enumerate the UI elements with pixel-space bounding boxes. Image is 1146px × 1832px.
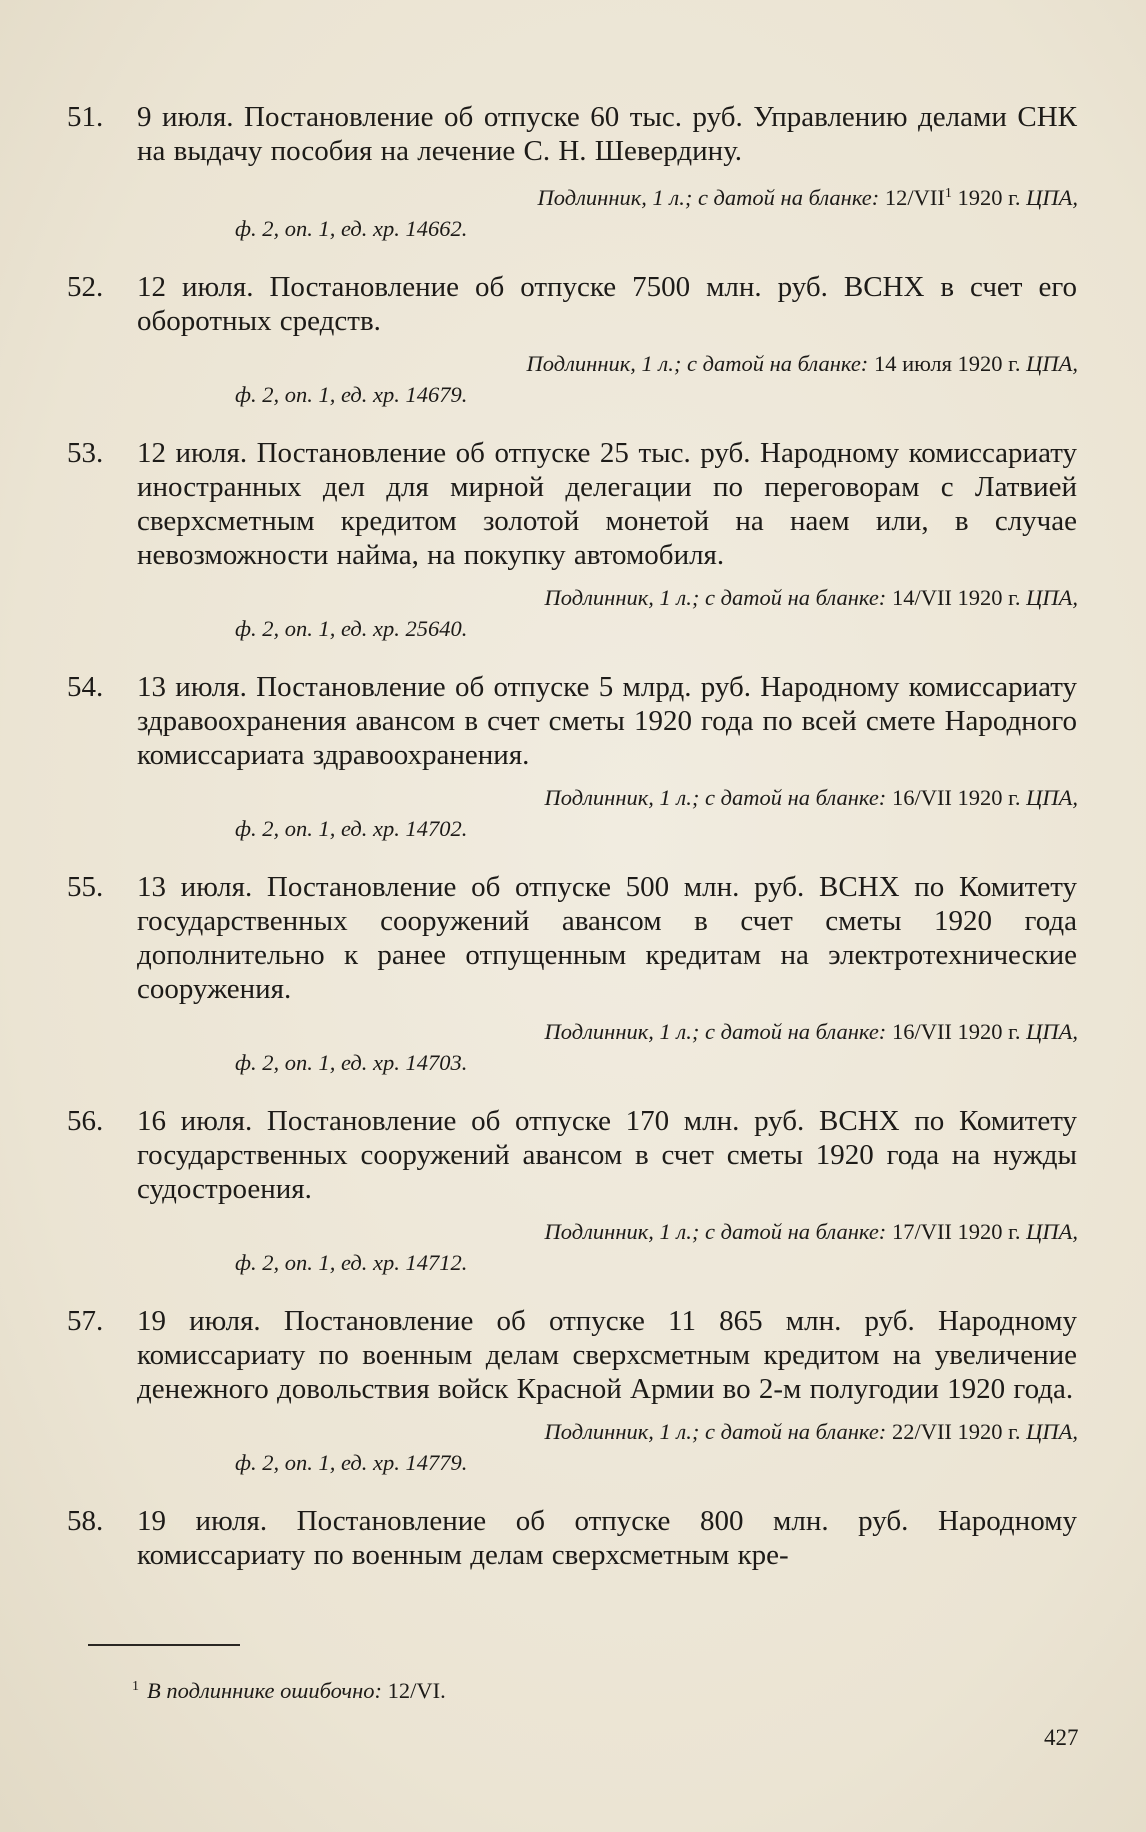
entry-source (235, 782, 1078, 844)
entry-57 (0, 1304, 1146, 1478)
entry-text: 9 июля. Постановление об отпуске 60 тыс. руб. Управлению делами СНК на выдачу пособия на лечение С. Н. Шевердину. (137, 101, 1077, 167)
source-date: 14/VII 1920 г. (891, 585, 1021, 610)
footnote (132, 1672, 446, 1706)
page-number: 427 (1044, 1725, 1079, 1750)
footnote-label: В подлиннике ошибочно: (147, 1678, 382, 1703)
source-date: 14 июля 1920 г. (873, 351, 1021, 376)
footnote-value: 12/VI. (387, 1678, 446, 1703)
source-date: 17/VII 1920 г. (891, 1219, 1021, 1244)
source-label: Подлинник, 1 л.; с датой на бланке: (544, 1219, 887, 1244)
entry-54 (0, 670, 1146, 844)
footnote-ref: 1 (944, 186, 952, 201)
archive-ref: ф. 2, оп. 1, ед. хр. 25640. (235, 616, 468, 641)
archive-ref: ф. 2, оп. 1, ед. хр. 14702. (235, 816, 468, 841)
entry-number: 52. (67, 271, 104, 303)
archive-name: ЦПА, (1026, 785, 1078, 810)
archive-name: ЦПА, (1026, 585, 1078, 610)
entry-source (235, 1016, 1078, 1078)
source-label: Подлинник, 1 л.; с датой на бланке: (544, 1419, 887, 1444)
entry-55 (0, 870, 1146, 1078)
entry-number: 51. (67, 101, 104, 133)
entry-text: 12 июля. Постановление об отпуске 25 тыс. руб. Народному комиссариату иностранных дел для мирной делегации по переговорам с Латвией сверхсметным кредитом золотой монетой на наем или, в случае невозможности найма, на покупку автомобиля. (137, 437, 1077, 571)
source-label: Подлинник, 1 л.; с датой на бланке: (526, 351, 869, 376)
source-date: 22/VII 1920 г. (891, 1419, 1021, 1444)
entry-number: 57. (67, 1305, 104, 1337)
source-label: Подлинник, 1 л.; с датой на бланке: (544, 585, 887, 610)
entry-number: 53. (67, 437, 104, 469)
entry-number: 55. (67, 871, 104, 903)
archive-name: ЦПА, (1026, 1219, 1078, 1244)
source-date: 16/VII 1920 г. (891, 1019, 1021, 1044)
archive-name: ЦПА, (1026, 1019, 1078, 1044)
source-date: 12/VII (884, 185, 945, 210)
entry-source (235, 178, 1078, 244)
entry-text: 13 июля. Постановление об отпуске 500 млн. руб. ВСНХ по Комитету государственных сооружений авансом в счет сметы 1920 года дополнительно к ранее отпущенным кредитам на электротехнические сооружения. (137, 871, 1077, 1005)
archive-ref: ф. 2, оп. 1, ед. хр. 14712. (235, 1250, 468, 1275)
entry-source (235, 1216, 1078, 1278)
entry-number: 56. (67, 1105, 104, 1137)
entry-text: 16 июля. Постановление об отпуске 170 млн. руб. ВСНХ по Комитету государственных сооружений авансом в счет сметы 1920 года на нужды судостроения. (137, 1105, 1077, 1205)
entry-source (235, 582, 1078, 644)
entry-52 (0, 270, 1146, 410)
entry-list (0, 100, 1146, 1598)
entry-number: 58. (67, 1505, 104, 1537)
entry-text: 19 июля. Постановление об отпуске 800 млн. руб. Народному комиссариату по военным делам сверхсметным кре- (137, 1505, 1077, 1571)
entry-56 (0, 1104, 1146, 1278)
source-date-tail: 1920 г. (957, 185, 1021, 210)
source-date: 16/VII 1920 г. (891, 785, 1021, 810)
archive-name: ЦПА, (1026, 185, 1078, 210)
archive-ref: ф. 2, оп. 1, ед. хр. 14779. (235, 1450, 468, 1475)
entry-number: 54. (67, 671, 104, 703)
archive-ref: ф. 2, оп. 1, ед. хр. 14679. (235, 382, 468, 407)
entry-text: 19 июля. Постановление об отпуске 11 865 млн. руб. Народному комиссариату по военным делам сверхсметным кредитом на увеличение денежного довольствия войск Красной Армии во 2-м полугодии 1920 года. (137, 1305, 1077, 1405)
source-label: Подлинник, 1 л.; с датой на бланке: (544, 785, 887, 810)
entry-source (235, 1416, 1078, 1478)
archive-ref: ф. 2, оп. 1, ед. хр. 14703. (235, 1050, 468, 1075)
footnote-divider (88, 1644, 240, 1646)
source-label: Подлинник, 1 л.; с датой на бланке: (537, 185, 880, 210)
entry-58 (0, 1504, 1146, 1572)
source-label: Подлинник, 1 л.; с датой на бланке: (544, 1019, 887, 1044)
entry-51 (0, 100, 1146, 244)
entry-text: 13 июля. Постановление об отпуске 5 млрд. руб. Народному комиссариату здравоохранения авансом в счет сметы 1920 года по всей смете Народного комиссариата здравоохранения. (137, 671, 1077, 771)
entry-text: 12 июля. Постановление об отпуске 7500 млн. руб. ВСНХ в счет его оборотных средств. (137, 271, 1077, 337)
archive-name: ЦПА, (1026, 351, 1078, 376)
entry-53 (0, 436, 1146, 644)
archive-ref: ф. 2, оп. 1, ед. хр. 14662. (235, 216, 468, 241)
archive-name: ЦПА, (1026, 1419, 1078, 1444)
footnote-mark: 1 (132, 1679, 139, 1694)
entry-source (235, 348, 1078, 410)
